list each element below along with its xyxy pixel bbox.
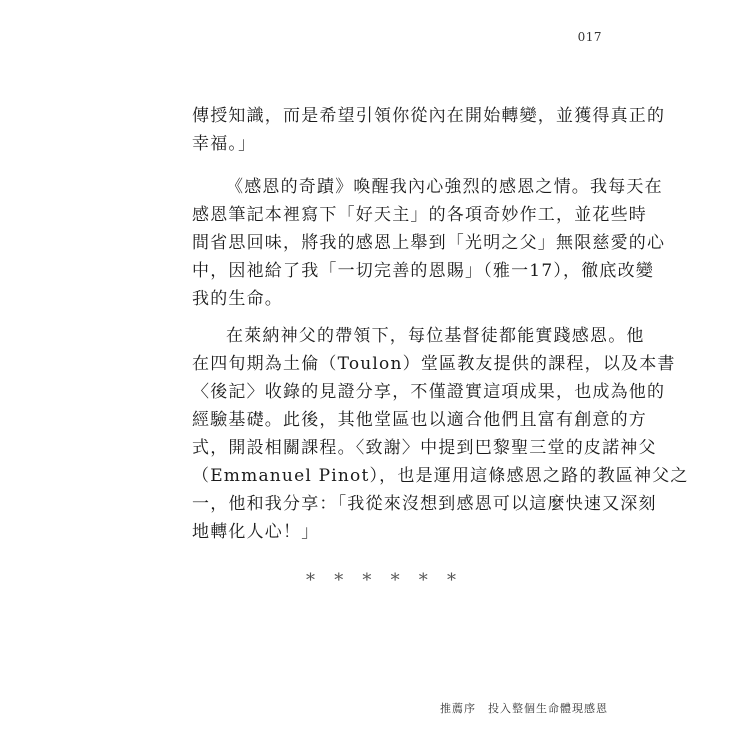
asterisk-ornament: *	[390, 570, 400, 591]
text-line: 幸福。」	[192, 134, 257, 154]
section-separator	[306, 570, 456, 591]
text-line: 式，開設相關課程。〈致謝〉中提到巴黎聖三堂的皮諾神父	[192, 438, 657, 458]
text-line: 中，因祂給了我「一切完善的恩賜」（雅一17），徹底改變	[192, 261, 655, 281]
asterisk-ornament: *	[362, 570, 372, 591]
asterisk-ornament: *	[306, 570, 315, 591]
page-number: 017	[577, 30, 602, 44]
text-line: 經驗基礎。此後，其他堂區也以適合他們且富有創意的方	[192, 410, 647, 430]
text-line: 我的生命。	[192, 289, 283, 309]
text-line: 在四旬期為土倫（Toulon）堂區教友提供的課程，以及本書	[192, 354, 676, 374]
asterisk-ornament: *	[334, 570, 344, 591]
text-line: 間省思回味，將我的感恩上舉到「光明之父」無限慈愛的心	[192, 233, 666, 253]
asterisk-ornament: *	[446, 570, 456, 591]
text-line: 感恩筆記本裡寫下「好天主」的各項奇妙作工，並花些時	[192, 205, 647, 225]
running-footer: 推薦序 投入整個生命體現感恩	[440, 702, 608, 715]
asterisk-ornament: *	[418, 570, 428, 591]
text-line: 一，他和我分享：「我從來沒想到感恩可以這麼快速又深刻	[192, 494, 657, 514]
text-line: （Emmanuel Pinot），也是運用這條感恩之路的教區神父之	[192, 466, 689, 486]
text-line: 《感恩的奇蹟》喚醒我內心強烈的感恩之情。我每天在	[226, 177, 663, 197]
text-line: 在萊納神父的帶領下，每位基督徒都能實踐感恩。他	[226, 326, 645, 346]
text-line: 〈後記〉收錄的見證分享，不僅證實這項成果，也成為他的	[192, 382, 666, 402]
text-line: 傳授知識，而是希望引領你從內在開始轉變，並獲得真正的	[192, 106, 666, 126]
text-line: 地轉化人心！」	[192, 522, 320, 542]
